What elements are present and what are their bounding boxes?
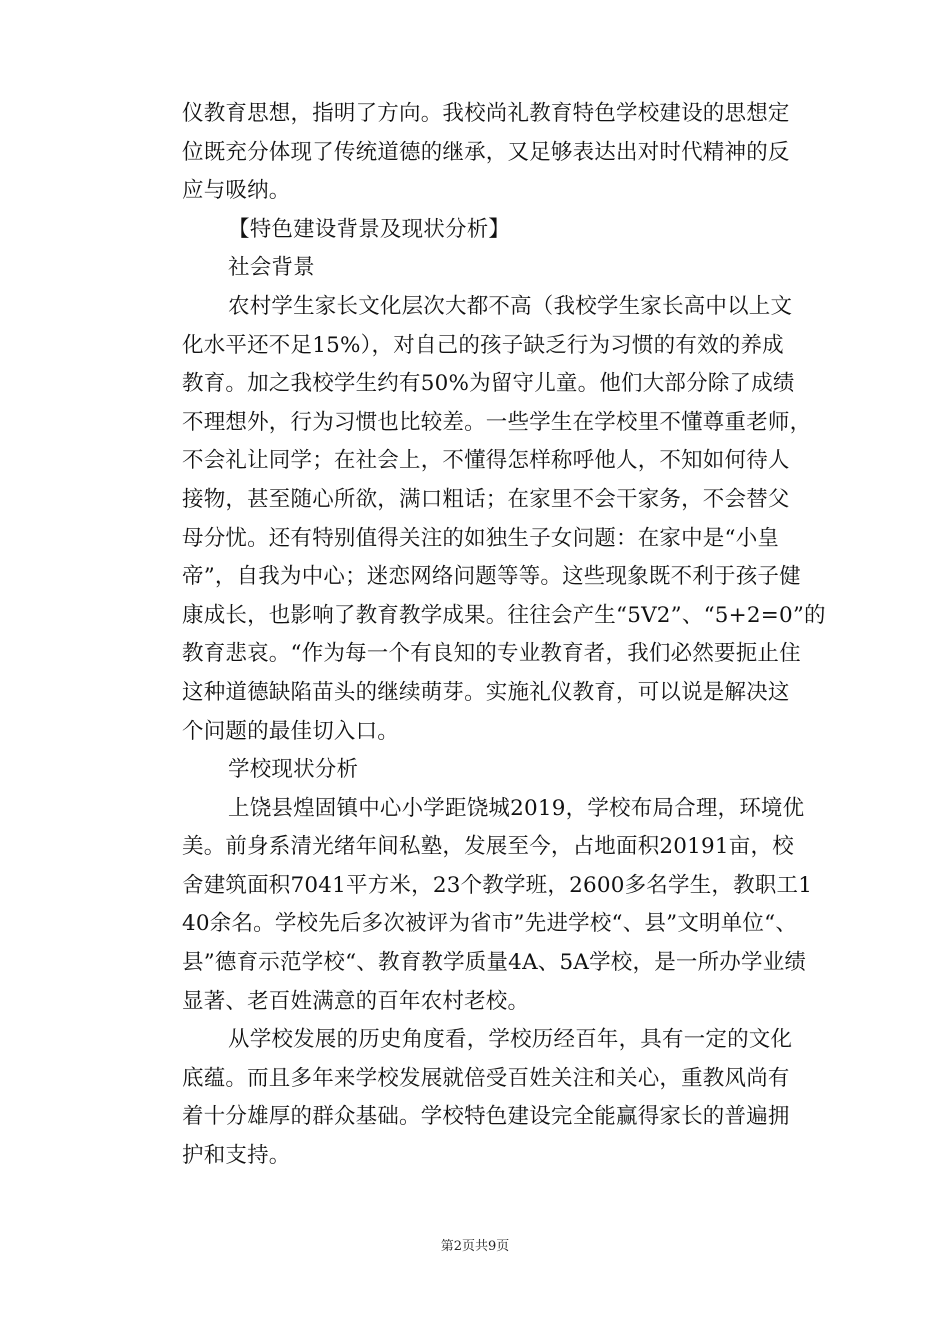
- section-heading: [182, 751, 822, 790]
- paragraph-line: 帝”，自我为中心；迷恋网络问题等等。这些现象既不利于孩子健: [182, 564, 801, 590]
- paragraph: [182, 95, 822, 211]
- paragraph-line: 上饶县煌固镇中心小学距饶城2019，学校布局合理，环境优: [228, 795, 805, 821]
- paragraph-gap: [182, 1176, 822, 1182]
- paragraph-line: 护和支持。: [182, 1143, 291, 1169]
- section-heading: [182, 249, 822, 288]
- paragraph-line: 位既充分体现了传统道德的继承，又足够表达出对时代精神的反: [182, 139, 790, 165]
- heading-text: 【特色建设背景及现状分析】: [228, 216, 511, 242]
- paragraph-line: 教育悲哀。“作为每一个有良知的专业教育者，我们必然要扼止住: [182, 641, 801, 667]
- paragraph: [182, 288, 826, 751]
- page-footer: 第2页共9页: [440, 1239, 510, 1254]
- paragraph-line: 县”德育示范学校“、教育教学质量4A、5A学校，是一所办学业绩: [182, 950, 807, 976]
- paragraph-line: 仪教育思想，指明了方向。我校尚礼教育特色学校建设的思想定: [182, 101, 790, 126]
- paragraph-line: 化水平还不足15%），对自己的孩子缺乏行为习惯的有效的养成: [182, 332, 784, 358]
- paragraph-line: 应与吸纳。: [182, 178, 291, 204]
- paragraph-line: 接物，甚至随心所欲，满口粗话；在家里不会干家务，不会替父: [182, 486, 790, 512]
- paragraph-line: 美。前身系清光绪年间私塾，发展至今，占地面积20191亩，校: [182, 834, 794, 860]
- paragraph: [182, 790, 822, 1022]
- paragraph-line: 不会礼让同学；在社会上，不懂得怎样称呼他人，不知如何待人: [182, 448, 790, 474]
- paragraph-line: 显著、老百姓满意的百年农村老校。: [182, 988, 530, 1014]
- paragraph-line: 从学校发展的历史角度看，学校历经百年，具有一定的文化: [228, 1027, 793, 1053]
- paragraph-line: 这种道德缺陷苗头的继续萌芽。实施礼仪教育，可以说是解决这: [182, 679, 790, 705]
- paragraph-line: 舍建筑面积7041平方米，23个教学班，2600多名学生，教职工1: [182, 872, 813, 898]
- paragraph-line: 农村学生家长文化层次大都不高（我校学生家长高中以上文: [228, 293, 793, 319]
- paragraph-line: 教育。加之我校学生约有50%为留守儿童。他们大部分除了成绩: [182, 371, 795, 397]
- paragraph: [182, 1021, 822, 1175]
- paragraph-line: 40余名。学校先后多次被评为省市”先进学校“、县”文明单位“、: [182, 911, 798, 937]
- paragraph-line: 个问题的最佳切入口。: [182, 718, 400, 744]
- heading-text: 学校现状分析: [228, 757, 359, 783]
- document-body: [182, 95, 826, 1182]
- paragraph-line: 底蕴。而且多年来学校发展就倍受百姓关注和关心，重教风尚有: [182, 1065, 790, 1091]
- heading-text: 社会背景: [228, 255, 315, 281]
- section-heading: [182, 211, 822, 250]
- paragraph-line: 康成长，也影响了教育教学成果。往往会产生“5V2”、“5+2=0”的: [182, 602, 826, 628]
- paragraph-line: 母分忧。还有特别值得关注的如独生子女问题：在家中是“小皇: [182, 525, 780, 551]
- paragraph-line: 着十分雄厚的群众基础。学校特色建设完全能赢得家长的普遍拥: [182, 1104, 790, 1130]
- paragraph-line: 不理想外，行为习惯也比较差。一些学生在学校里不懂尊重老师，: [182, 409, 812, 435]
